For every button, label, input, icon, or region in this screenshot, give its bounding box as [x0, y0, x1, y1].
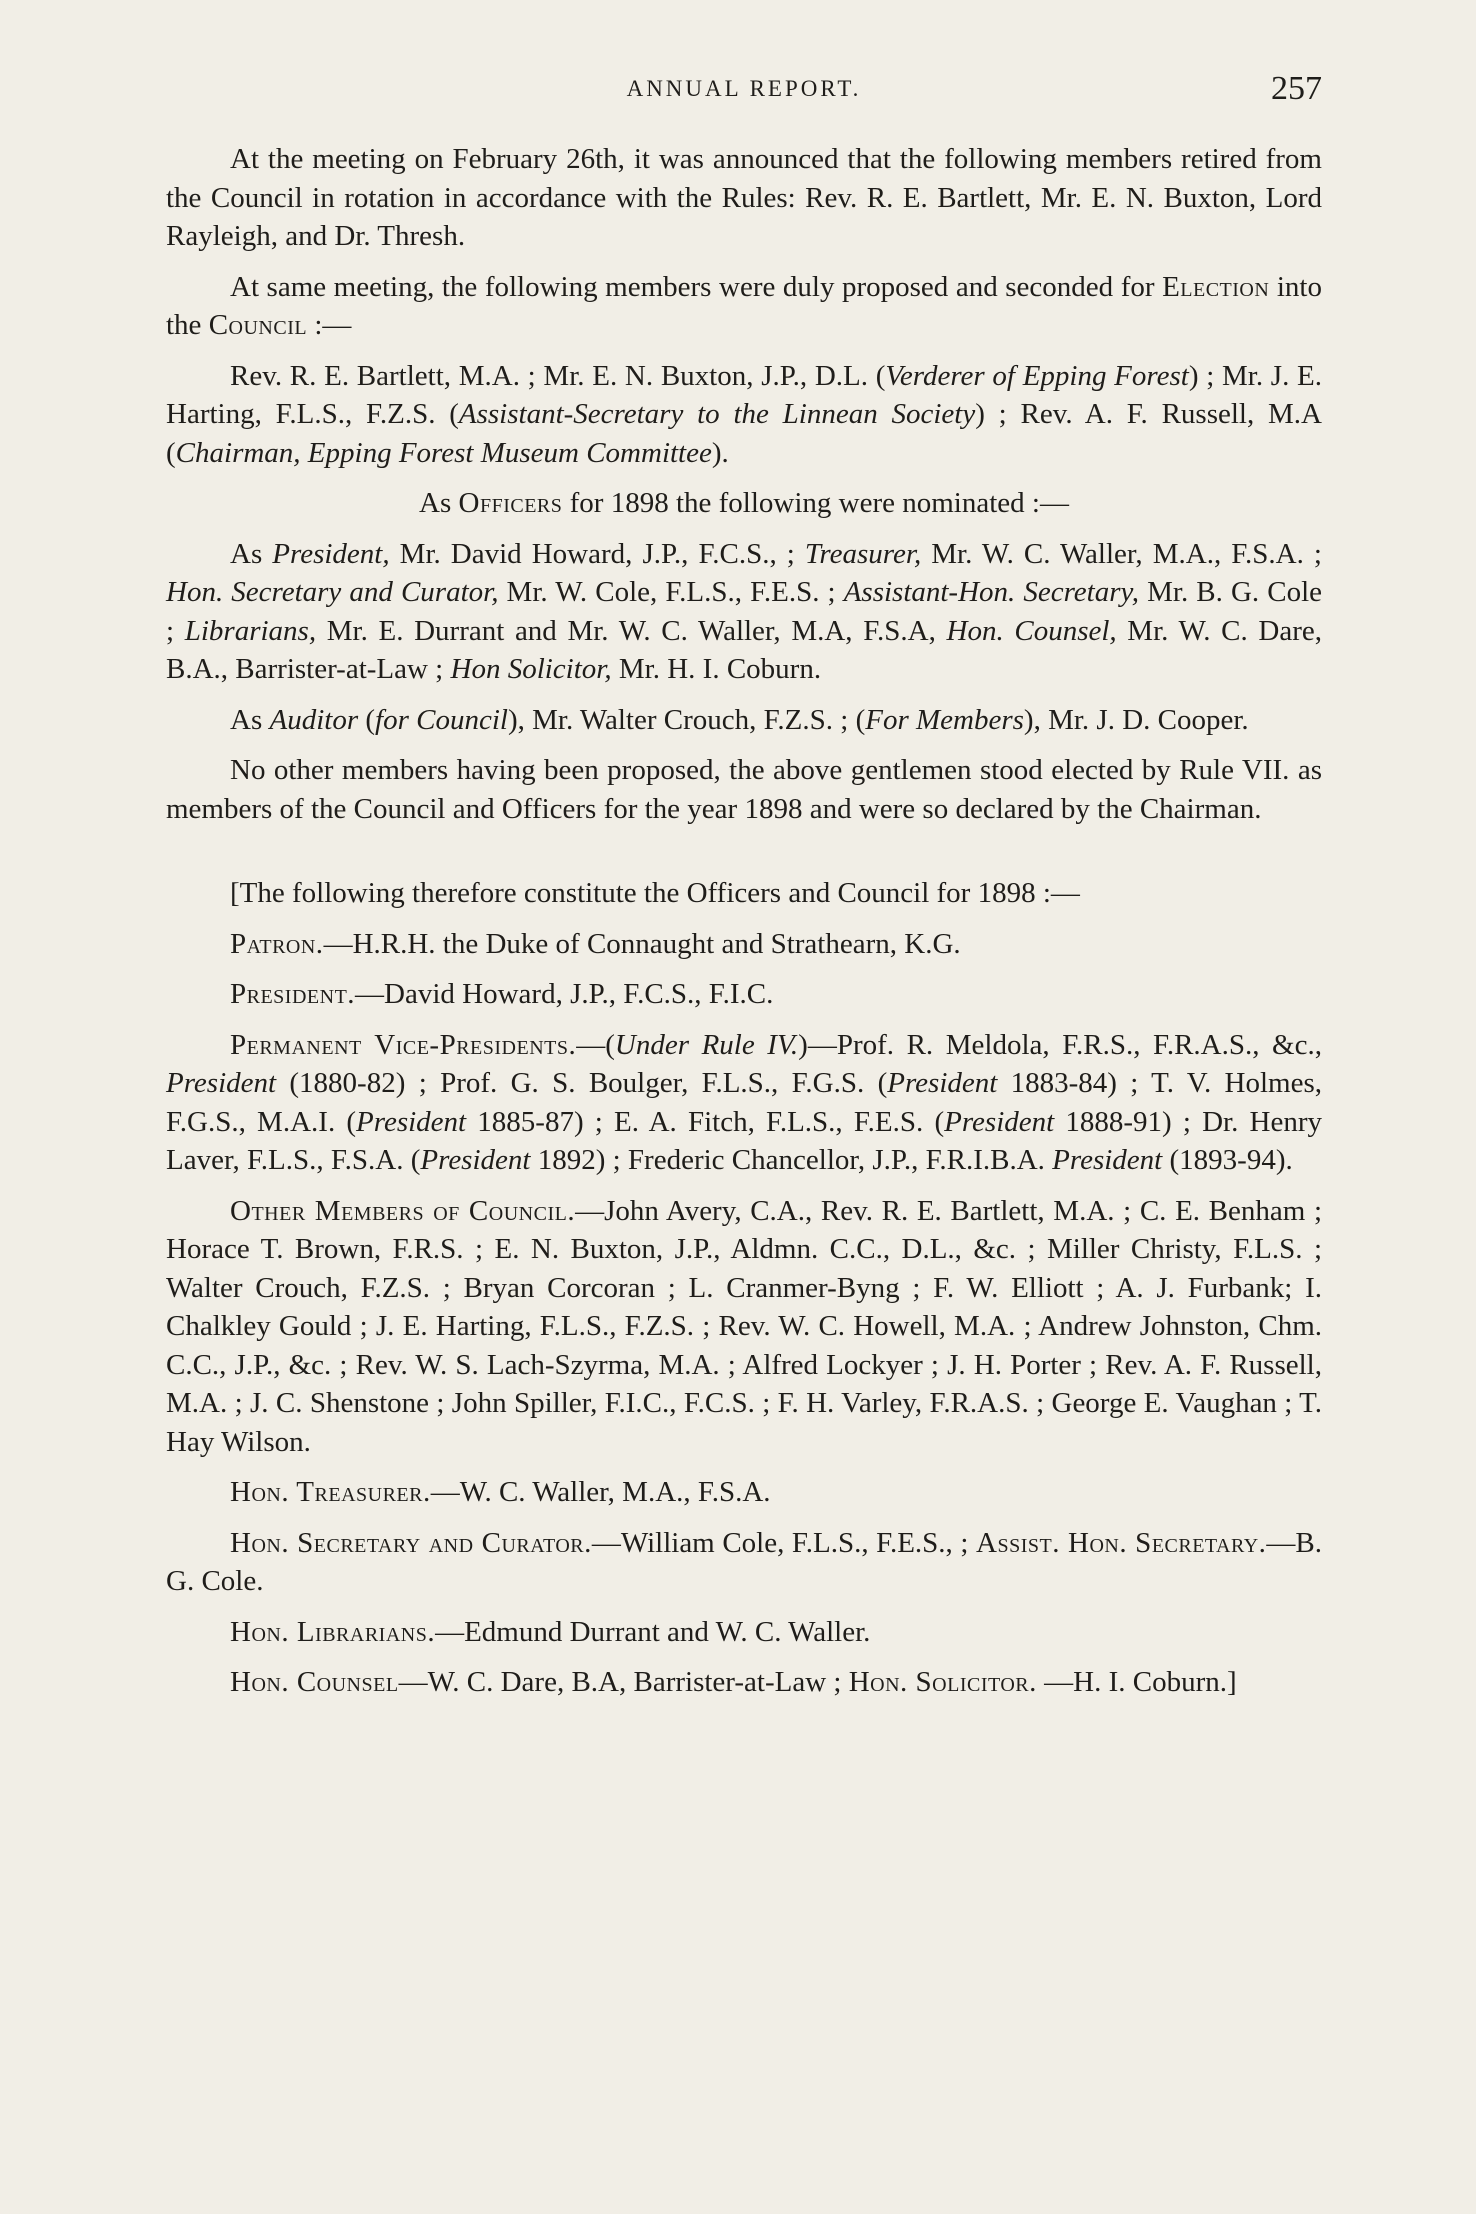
entry-text: —B. G. Cole. [166, 1526, 1323, 1597]
entry-label: Hon. Counsel [230, 1666, 399, 1698]
italic-title: President [887, 1067, 998, 1099]
paragraph-auditors [166, 701, 1322, 740]
text-run: Mr. B. G. Cole ; [166, 576, 1323, 647]
text-run: 1892) ; Frederic Chancellor, J.P., F.R.I.B.A. [530, 1144, 1053, 1176]
italic-title: For Members [865, 703, 1024, 736]
italic-title: Verderer of Epping Forest [885, 359, 1189, 392]
italic-title: Assistant-Secretary to the Linnean Society [458, 398, 976, 430]
text-run: into the [166, 270, 1322, 341]
italic-title: Librarians, [184, 614, 317, 647]
italic-title: President [1052, 1144, 1163, 1176]
entry-text: —W. C. Dare, B.A, Barrister-at-Law ; [398, 1666, 849, 1698]
entry-label: Hon. Librarians. [230, 1615, 436, 1648]
entry-librarians [166, 1613, 1322, 1652]
entry-label: Patron. [230, 927, 324, 960]
text-run: Mr. W. Cole, F.L.S., F.E.S. ; [498, 576, 844, 608]
italic-title: President [356, 1105, 467, 1138]
italic-title: Hon Solicitor, [450, 653, 612, 685]
entry-label: Assist. Hon. Secretary. [976, 1526, 1267, 1559]
entry-vice-presidents [166, 1026, 1322, 1180]
entry-patron [166, 925, 1322, 964]
entry-label: Hon. Treasurer. [230, 1476, 431, 1508]
text-run: 1885-87) ; E. A. Fitch, F.L.S., F.E.S. ( [466, 1105, 945, 1138]
italic-title: Assistant-Hon. Secretary, [843, 576, 1140, 608]
text-run: for 1898 the following were nominated :— [562, 487, 1069, 519]
paragraph-declaration: No other members having been proposed, the above gentlemen stood elected by Rule VII. as members of the Council and Officers for the year 1898 and were so declared by the Chairman. [166, 754, 1322, 825]
paragraph-council-list-intro: [The following therefore constitute the Officers and Council for 1898 :— [230, 877, 1080, 909]
page-header [166, 70, 1322, 120]
italic-title: President [420, 1144, 531, 1176]
small-caps-term: Election [1162, 270, 1270, 303]
entry-treasurer [166, 1473, 1322, 1512]
entry-label: Other Members of Council. [230, 1194, 576, 1227]
text-run: Rev. R. E. Bartlett, M.A. ; Mr. E. N. Buxton, J.P., D.L. ( [230, 359, 886, 392]
paragraph-officer-nominees [166, 535, 1322, 689]
italic-title: Chairman, Epping Forest Museum Committee [175, 436, 712, 469]
entry-text: —H.R.H. the Duke of Connaught and Strathearn, K.G. [323, 927, 961, 960]
text-run: Mr. E. Durrant and Mr. W. C. Waller, M.A, F.S.A, [316, 614, 947, 647]
text-run: Mr. David Howard, J.P., F.C.S., ; [389, 537, 805, 570]
text-run: As [230, 537, 273, 570]
italic-title: Hon. Counsel, [946, 614, 1117, 647]
section-gap [166, 840, 1322, 874]
entry-secretary [166, 1524, 1322, 1601]
entry-text: —David Howard, J.P., F.C.S., F.I.C. [355, 978, 774, 1010]
entry-label: President. [230, 978, 356, 1010]
text-run: —( [576, 1028, 615, 1061]
italic-title: President, [272, 537, 390, 570]
entry-label: Permanent Vice-Presidents. [230, 1028, 577, 1061]
italic-title: Auditor [269, 703, 359, 736]
italic-title: President [166, 1067, 277, 1099]
paragraph-election-proposal [166, 268, 1322, 345]
italic-title: for Council [375, 703, 508, 736]
text-run: Mr. H. I. Coburn. [611, 653, 822, 685]
italic-title: Hon. Secretary and Curator, [166, 576, 499, 608]
text-run: ) ; Rev. A. F. Russell, M.A ( [166, 398, 1322, 469]
small-caps-term: Officers [458, 487, 563, 519]
text-run: Mr. W. C. Dare, B.A., Barrister-at-Law ; [166, 614, 1322, 685]
text-run: Mr. W. C. Waller, M.A., F.S.A. ; [921, 537, 1322, 570]
text-run: ), Mr. J. D. Cooper. [1023, 703, 1249, 736]
paragraph-council-nominees [166, 357, 1322, 473]
text-run: ) ; Mr. J. E. Harting, F.L.S., F.Z.S. ( [166, 359, 1322, 430]
page-number: 257 [1271, 70, 1322, 107]
entry-president [166, 975, 1322, 1014]
entry-label: Hon. Secretary and Curator. [230, 1526, 592, 1559]
text-run: At same meeting, the following members were duly proposed and seconded for [230, 270, 1163, 303]
text-run: )—Prof. R. Meldola, F.R.S., F.R.A.S., &c., [798, 1028, 1322, 1061]
running-head: ANNUAL REPORT. [626, 76, 862, 101]
text-run: ( [358, 703, 376, 736]
italic-title: Treasurer, [804, 537, 922, 570]
entry-other-members [166, 1192, 1322, 1462]
entry-counsel [166, 1663, 1322, 1702]
entry-text: —William Cole, F.L.S., F.E.S., ; [591, 1526, 977, 1559]
body-text [166, 140, 1322, 1714]
italic-title: Under Rule IV. [614, 1028, 799, 1061]
text-run: 1883-84) ; T. V. Holmes, F.G.S., M.A.I. ( [166, 1067, 1323, 1138]
text-run: (1880-82) ; Prof. G. S. Boulger, F.L.S., F.G.S. ( [276, 1067, 888, 1099]
entry-text: —John Avery, C.A., Rev. R. E. Bartlett, M.A. ; C. E. Benham ; Horace T. Brown, F.R.S. ; E. N. Buxton, J.P., Aldmn. C.C., D.L., &c. ; Miller Christy, F.L.S. ; Walter Crouch, F.Z.S. ; Bryan Corcoran ; L. Cranmer-Byng ; F. W. Elliott ; A. J. Furbank; I. Chalkley Gould ; J. E. Harting, F.L.S., F.Z.S. ; Rev. W. C. Howell, M.A. ; Andrew Johnston, Chm. C.C., J.P., &c. ; Rev. W. S. Lach-Szyrma, M.A. ; Alfred Lockyer ; J. H. Porter ; Rev. A. F. Russell, M.A. ; J. C. Shenstone ; John Spiller, F.I.C., F.C.S. ; F. H. Varley, F.R.A.S. ; George E. Vaughan ; T. Hay Wilson. [166, 1194, 1323, 1458]
text-run: 1888-91) ; Dr. Henry Laver, F.L.S., F.S.A. ( [166, 1105, 1323, 1176]
paragraph-retirements: At the meeting on February 26th, it was announced that the following members retired from the Council in rotation in accordance with the Rules: Rev. R. E. Bartlett, Mr. E. N. Buxton, Lord Rayleigh, and Dr. Thresh. [166, 143, 1322, 252]
text-run: ). [711, 436, 729, 469]
text-run: As [419, 487, 459, 519]
entry-text: —Edmund Durrant and W. C. Waller. [435, 1615, 871, 1648]
entry-label: Hon. Solicitor. [848, 1666, 1037, 1698]
small-caps-term: Council [208, 309, 308, 341]
paragraph-officers-heading [166, 484, 1322, 523]
italic-title: President [944, 1105, 1055, 1138]
text-run: (1893-94). [1162, 1144, 1293, 1176]
text-run: :— [307, 309, 352, 341]
text-run: As [230, 703, 270, 736]
entry-text: —W. C. Waller, M.A., F.S.A. [430, 1476, 771, 1508]
text-run: ), Mr. Walter Crouch, F.Z.S. ; ( [507, 703, 866, 736]
entry-text: —H. I. Coburn.] [1036, 1666, 1237, 1698]
